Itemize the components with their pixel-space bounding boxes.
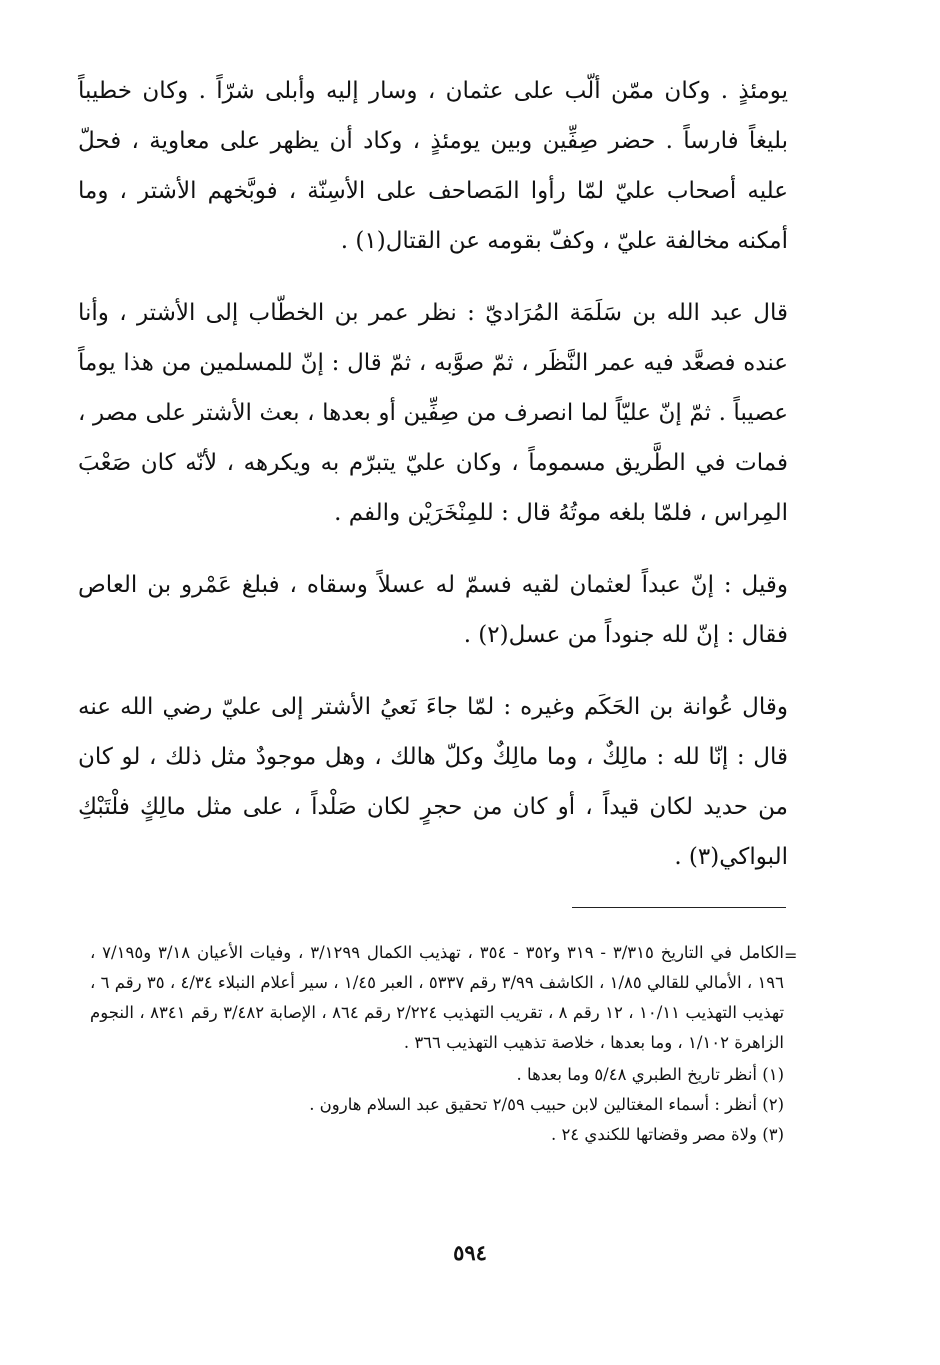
paragraph: يومئذٍ . وكان ممّن ألّب على عثمان ، وسار إليه وأبلى شرّاً . وكان خطيباً بليغاً فارساً . حضر صِفِّين وبين يومئذٍ ، وكاد أن يظهر على معاوية ، فحلّ عليه أصحاب عليّ لمّا رأوا المَصاحف على الأسِنّة ، فوبَّخهم الأشتر ، وما أمكنه مخالفة عليّ ، وكفّ بقومه عن القتال(١) . [78, 78, 788, 254]
page-number: ٥٩٤ [453, 1240, 487, 1265]
paragraph: قال عبد الله بن سَلَمَة المُرَاديّ : نظر عمر بن الخطّاب إلى الأشتر ، وأنا عنده فصعَّد فيه عمر النَّظَر ، ثمّ صوَّبه ، ثمّ قال : إنّ للمسلمين من هذا يوماً عصيباً . ثمّ إنّ عليّاً لما انصرف من صِفِّين أو بعدها ، بعث الأشتر على مصر ، فمات في الطَّريق مسموماً ، وكان عليّ يتبرّم به ويكرهه ، لأنّه كان صَعْبَ المِراس ، فلمّا بلغه موتُهُ قال : للمِنْخَرَيْن والفم . [78, 300, 788, 526]
paragraph: وقال عُوانة بن الحَكَم وغيره : لمّا جاءَ نَعيُ الأشتر إلى عليّ رضي الله عنه قال : إنّا لله : مالِكٌ ، وما مالِكٌ وكلّ هالك ، وهل موجودٌ مثل ذلك ، لو كان من حديد لكان قيداً ، أو كان من حجرٍ لكان صَلْداً ، على مثل مالِكٍ فلْتَبْكِ البواكي(٣) . [78, 694, 788, 870]
paragraph: وقيل : إنّ عبداً لعثمان لقيه فسمّ له عسلاً وسقاه ، فبلغ عَمْرو بن العاص فقال : إنّ لله جنوداً من عسل(٢) . [78, 572, 788, 648]
footnote-2: (٢) أنظر : أسماء المغتالين لابن حبيب ٢/٥٩ تحقيق عبد السلام هارون . [309, 1095, 784, 1114]
footnote-continuation-mark: = [784, 946, 798, 965]
footnote-1: (١) أنظر تاريخ الطبري ٥/٤٨ وما بعدها . [516, 1065, 784, 1084]
main-text [78, 66, 788, 904]
footnote-continuation: الكامل في التاريخ ٣/٣١٥ - ٣١٩ و٣٥٢ - ٣٥٤ ، تهذيب الكمال ٣/١٢٩٩ ، وفيات الأعيان ٣/١٨ و٧/١٩٥ ، ١٩٦ ، الأمالي للقالي ١/٨٥ ، الكاشف ٣/٩٩ رقم ٥٣٣٧ ، العبر ١/٤٥ ، سير أعلام النبلاء ٤/٣٤ ، ٣٥ رقم ٦ ، تهذيب التهذيب ١٠/١١ ، ١٢ رقم ٨ ، تقريب التهذيب ٢/٢٢٤ رقم ٨٦٤ ، الإصابة ٣/٤٨٢ رقم ٨٣٤١ ، النجوم الزاهرة ١/١٠٢ ، وما بعدها ، خلاصة تذهيب التهذيب ٣٦٦ . [90, 943, 785, 1052]
footnotes [90, 938, 784, 1150]
footnote-separator [572, 907, 786, 908]
footnote-3: (٣) ولاة مصر وقضاتها للكندي ٢٤ . [550, 1125, 784, 1144]
